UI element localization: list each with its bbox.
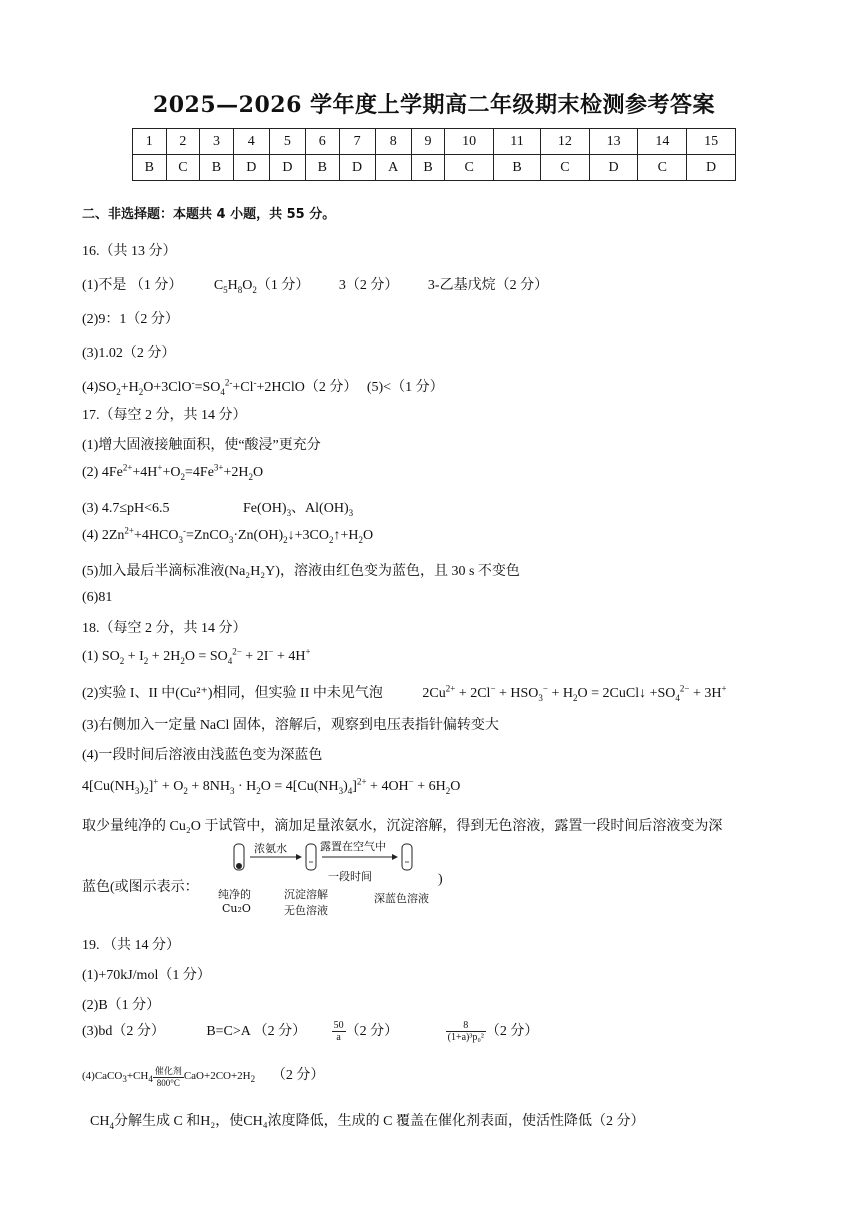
q19-heading: 19. （共 14 分） xyxy=(82,938,180,953)
q17-line4: (4) $2Zn^{2+}+4HCO_3^-=ZnCO_3\cdot Zn(OH)_2↓+3CO_2↑+H_2O$ xyxy=(82,525,374,545)
answer-cell: D xyxy=(339,155,375,181)
answer-cell: D xyxy=(269,155,305,181)
question-number: 11 xyxy=(494,129,541,155)
answer-cell: C xyxy=(166,155,200,181)
question-number: 15 xyxy=(687,129,736,155)
fraction-numerator: 8 xyxy=(446,1020,486,1032)
answer-cell: C xyxy=(445,155,494,181)
question-number: 3 xyxy=(200,129,234,155)
q18-figure-intro: 蓝色(或图示表示： xyxy=(82,880,199,895)
q19-3-answer: (3)bd（2 分） xyxy=(82,1024,165,1039)
tube2-label-a: 沉淀溶解 xyxy=(284,888,328,901)
q17-heading: 17.（每空 2 分，共 14 分） xyxy=(82,408,247,423)
reaction-condition xyxy=(153,1064,184,1088)
answer-cell: D xyxy=(233,155,269,181)
q18-2-text: (2)实验 I、II 中(Cu²⁺)相同，但实验 II 中未见气泡 xyxy=(82,686,383,701)
q16-1-text: (1)不是 （1 分） xyxy=(82,278,183,293)
q16-1-answer-3: 3（2 分） xyxy=(338,278,399,293)
fraction-numerator: 50 xyxy=(333,1020,344,1032)
q17-3-range: (3) 4.7≤pH<6.5 xyxy=(82,501,170,516)
fraction-50-over-a xyxy=(332,1020,346,1043)
question-number: 10 xyxy=(445,129,494,155)
q19-line2: (2)B（1 分） xyxy=(82,998,161,1013)
q19-line1: (1)+70kJ/mol（1 分） xyxy=(82,968,211,983)
answer-table xyxy=(132,128,736,181)
q17-line1: (1)增大固液接触面积，使“酸浸”更充分 xyxy=(82,438,321,453)
question-number: 2 xyxy=(166,129,200,155)
q18-heading: 18.（每空 2 分，共 14 分） xyxy=(82,621,247,636)
fraction-denominator: a xyxy=(336,1032,341,1044)
answer-cell: D xyxy=(589,155,638,181)
exposure-label-2: 一段时间 xyxy=(328,870,372,883)
q18-line6: 取少量纯净的 Cu₂O 于试管中，滴加足量浓氨水，沉淀溶解，得到无色溶液，露置一段时间后溶液变为深 xyxy=(82,819,723,834)
q18-line3: (3)右侧加入一定量 NaCl 固体，溶解后，观察到电压表指针偏转变大 xyxy=(82,718,499,733)
fraction-kp xyxy=(446,1020,486,1043)
answer-cell: A xyxy=(375,155,411,181)
q18-line1: (1) $SO_2 + I_2 + 2H_2O = SO_4^{2-} + 2I^- + 4H^+$ xyxy=(82,646,311,666)
q18-line5: $4[Cu(NH_3)_2]^+ + O_2 + 8NH_3 \cdot H_2O = 4[Cu(NH_3)_4]^{2+} + 4OH^- + 6H_2O$ xyxy=(82,776,461,796)
catalyst-label: 催化剂 xyxy=(154,1066,182,1077)
answer-cell: C xyxy=(638,155,687,181)
question-number: 12 xyxy=(541,129,590,155)
fraction-denominator: (1+a)³p₀² xyxy=(447,1032,484,1044)
question-number: 9 xyxy=(411,129,445,155)
reagent-label: 浓氨水 xyxy=(254,842,287,855)
answer-cell: C xyxy=(541,155,590,181)
question-number: 7 xyxy=(339,129,375,155)
question-number: 14 xyxy=(638,129,687,155)
equation-so2: $(4)SO_2+H_2O+3ClO^-=SO_4^{2-}+Cl^-+2HClO$ xyxy=(82,377,305,397)
answer-cell: B xyxy=(494,155,541,181)
answer-cell: B xyxy=(305,155,339,181)
q17-line2: (2) $4Fe^{2+}+4H^++O_2=4Fe^{3+}+2H_2O$ xyxy=(82,462,264,482)
q19-5-text: 分解生成 C 和H₂，使CH₄浓度降低，生成的 C 覆盖在催化剂表面，使活性降低（2 分） xyxy=(113,1114,645,1129)
q19-3-score-4: （2 分） xyxy=(485,1024,539,1039)
answer-cell: B xyxy=(411,155,445,181)
tube-diagram-row xyxy=(82,842,482,922)
q17-3-precipitates: $Fe(OH)_3$、$Al(OH)_3$ xyxy=(243,501,354,518)
q16-1-score: （1 分） xyxy=(256,278,310,293)
temperature-label: 800°C xyxy=(156,1078,180,1089)
q16-line4 xyxy=(82,376,444,396)
q19-line3 xyxy=(82,1020,538,1043)
q16-1-name: 3-乙基戊烷（2 分） xyxy=(427,278,549,293)
figure-close-paren: ) xyxy=(438,872,443,887)
q17-line6: (6)81 xyxy=(82,590,113,605)
q16-line3: (3)1.02（2 分） xyxy=(82,346,176,361)
answer-table-answers-row xyxy=(133,155,736,181)
answer-cell: B xyxy=(200,155,234,181)
question-number: 13 xyxy=(589,129,638,155)
section-heading: 二、非选择题：本题共 4 小题，共 55 分。 xyxy=(82,207,336,222)
formula-c5h8o2: $C_5H_8O_2$ xyxy=(213,278,257,295)
q18-line2 xyxy=(82,682,727,702)
q16-line2: (2)9：1（2 分） xyxy=(82,312,179,327)
q19-4-score: （2 分） xyxy=(271,1068,325,1083)
q16-line1 xyxy=(82,274,548,294)
equation-cucl: $2Cu^{2+} + 2Cl^- + HSO_3^- + H_2O$ = 2CuCl↓ $+SO_4^{2-} + 3H^+$ xyxy=(422,683,727,703)
tube1-label-a: 纯净的 xyxy=(218,888,251,901)
q19-line4: $(4)CaCO_3+CH_4$ 催化剂 800°C $CaO+2CO+2H_2$ （2 分） xyxy=(82,1066,325,1089)
q19-line5: $CH_4$分解生成 C 和H₂，使CH₄浓度降低，生成的 C 覆盖在催化剂表面，使活性降低（2 分） xyxy=(90,1114,645,1131)
question-number: 4 xyxy=(233,129,269,155)
question-number: 5 xyxy=(269,129,305,155)
q16-heading: 16.（共 13 分） xyxy=(82,244,177,259)
exposure-label-1: 露置在空气中 xyxy=(320,840,386,853)
tube1-label-b: Cu₂O xyxy=(222,902,251,915)
answer-cell: B xyxy=(133,155,167,181)
tube3-label: 深蓝色溶液 xyxy=(374,892,429,905)
q19-3-order: B=C>A （2 分） xyxy=(206,1024,307,1039)
question-number: 1 xyxy=(133,129,167,155)
q17-line5: (5)加入最后半滴标准液(Na₂H₂Y)，溶液由红色变为蓝色，且 30 s 不变色 xyxy=(82,564,520,579)
question-number: 6 xyxy=(305,129,339,155)
q17-line3 xyxy=(82,497,353,517)
page-title: 2025—2026 学年度上学期高二年级期末检测参考答案 xyxy=(152,92,716,118)
tube2-label-b: 无色溶液 xyxy=(284,904,328,917)
q19-3-score-3: （2 分） xyxy=(345,1024,399,1039)
question-number: 8 xyxy=(375,129,411,155)
q16-4-score: （2 分） xyxy=(304,380,358,395)
q18-line4: (4)一段时间后溶液由浅蓝色变为深蓝色 xyxy=(82,748,323,763)
answer-table-numbers-row xyxy=(133,129,736,155)
q16-5-answer: (5)<（1 分） xyxy=(366,380,444,395)
answer-cell: D xyxy=(687,155,736,181)
